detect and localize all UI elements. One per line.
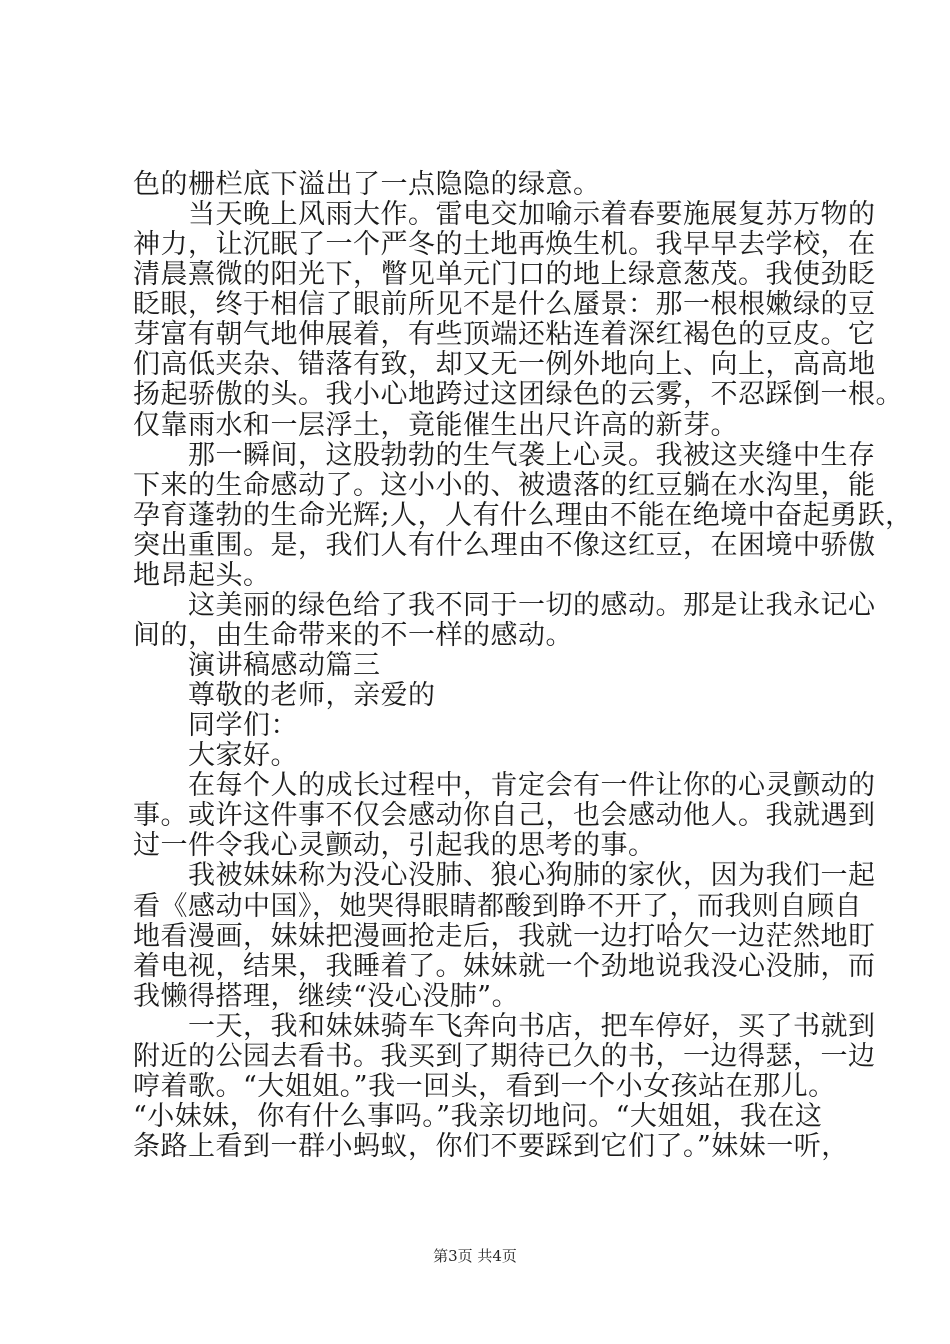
text-line: 地看漫画，妹妹把漫画抢走后，我就一边打哈欠一边茫然地盯 bbox=[133, 921, 876, 952]
section-heading: 演讲稿感动篇三 bbox=[133, 650, 381, 681]
text-line: 下来的生命感动了。这小小的、被遗落的红豆躺在水沟里，能 bbox=[133, 470, 876, 501]
text-line: 地昂起头。 bbox=[133, 560, 271, 591]
text-line: 当天晚上风雨大作。雷电交加喻示着春要施展复苏万物的 bbox=[133, 199, 876, 230]
text-line: 我懒得搭理，继续“没心没肺”。 bbox=[133, 981, 520, 1012]
text-line: 芽富有朝气地伸展着，有些顶端还粘连着深红褐色的豆皮。它 bbox=[133, 319, 876, 350]
text-line: 孕育蓬勃的生命光辉;人，人有什么理由不能在绝境中奋起勇跃， bbox=[133, 500, 913, 531]
text-line: 着电视，结果，我睡着了。妹妹就一个劲地说我没心没肺，而 bbox=[133, 951, 876, 982]
text-line: 尊敬的老师，亲爱的 bbox=[133, 680, 436, 711]
text-line: 事。或许这件事不仅会感动你自己，也会感动他人。我就遇到 bbox=[133, 800, 876, 831]
text-line: 我被妹妹称为没心没肺、狼心狗肺的家伙，因为我们一起 bbox=[133, 860, 876, 891]
text-line: 这美丽的绿色给了我不同于一切的感动。那是让我永记心 bbox=[133, 590, 876, 621]
text-line: 一天，我和妹妹骑车飞奔向书店，把车停好，买了书就到 bbox=[133, 1011, 876, 1042]
page-number-footer: 第3页 共4页 bbox=[433, 1247, 517, 1265]
text-line: 扬起骄傲的头。我小心地跨过这团绿色的云雾，不忍踩倒一根。 bbox=[133, 379, 903, 410]
text-line: 看《感动中国》，她哭得眼睛都酸到睁不开了，而我则自顾自 bbox=[133, 891, 862, 922]
text-line: 过一件令我心灵颤动，引起我的思考的事。 bbox=[133, 830, 656, 861]
text-line: 那一瞬间，这股勃勃的生气袭上心灵。我被这夹缝中生存 bbox=[133, 440, 876, 471]
text-line: 眨眼，终于相信了眼前所见不是什么蜃景：那一根根嫩绿的豆 bbox=[133, 289, 876, 320]
text-line: 清晨熹微的阳光下，瞥见单元门口的地上绿意葱茂。我使劲眨 bbox=[133, 259, 876, 290]
text-line: “小妹妹，你有什么事吗。”我亲切地问。“大姐姐，我在这 bbox=[133, 1101, 823, 1132]
text-line: 仅靠雨水和一层浮土，竟能催生出尺许高的新芽。 bbox=[133, 410, 738, 441]
text-line: 突出重围。是，我们人有什么理由不像这红豆，在困境中骄傲 bbox=[133, 530, 876, 561]
text-line: 哼着歌。“大姐姐。”我一回头，看到一个小女孩站在那儿。 bbox=[133, 1071, 836, 1102]
text-line: 附近的公园去看书。我买到了期待已久的书，一边得瑟，一边 bbox=[133, 1041, 876, 1072]
text-line: 间的，由生命带来的不一样的感动。 bbox=[133, 620, 573, 651]
text-line: 大家好。 bbox=[133, 740, 298, 771]
text-line: 色的栅栏底下溢出了一点隐隐的绿意。 bbox=[133, 169, 601, 200]
text-line: 在每个人的成长过程中，肯定会有一件让你的心灵颤动的 bbox=[133, 770, 876, 801]
text-line: 们高低夹杂、错落有致，却又无一例外地向上、向上，高高地 bbox=[133, 349, 876, 380]
text-line: 神力，让沉眠了一个严冬的土地再焕生机。我早早去学校，在 bbox=[133, 229, 876, 260]
text-line: 同学们： bbox=[133, 710, 298, 741]
text-line: 条路上看到一群小蚂蚁，你们不要踩到它们了。”妹妹一听， bbox=[133, 1131, 849, 1162]
